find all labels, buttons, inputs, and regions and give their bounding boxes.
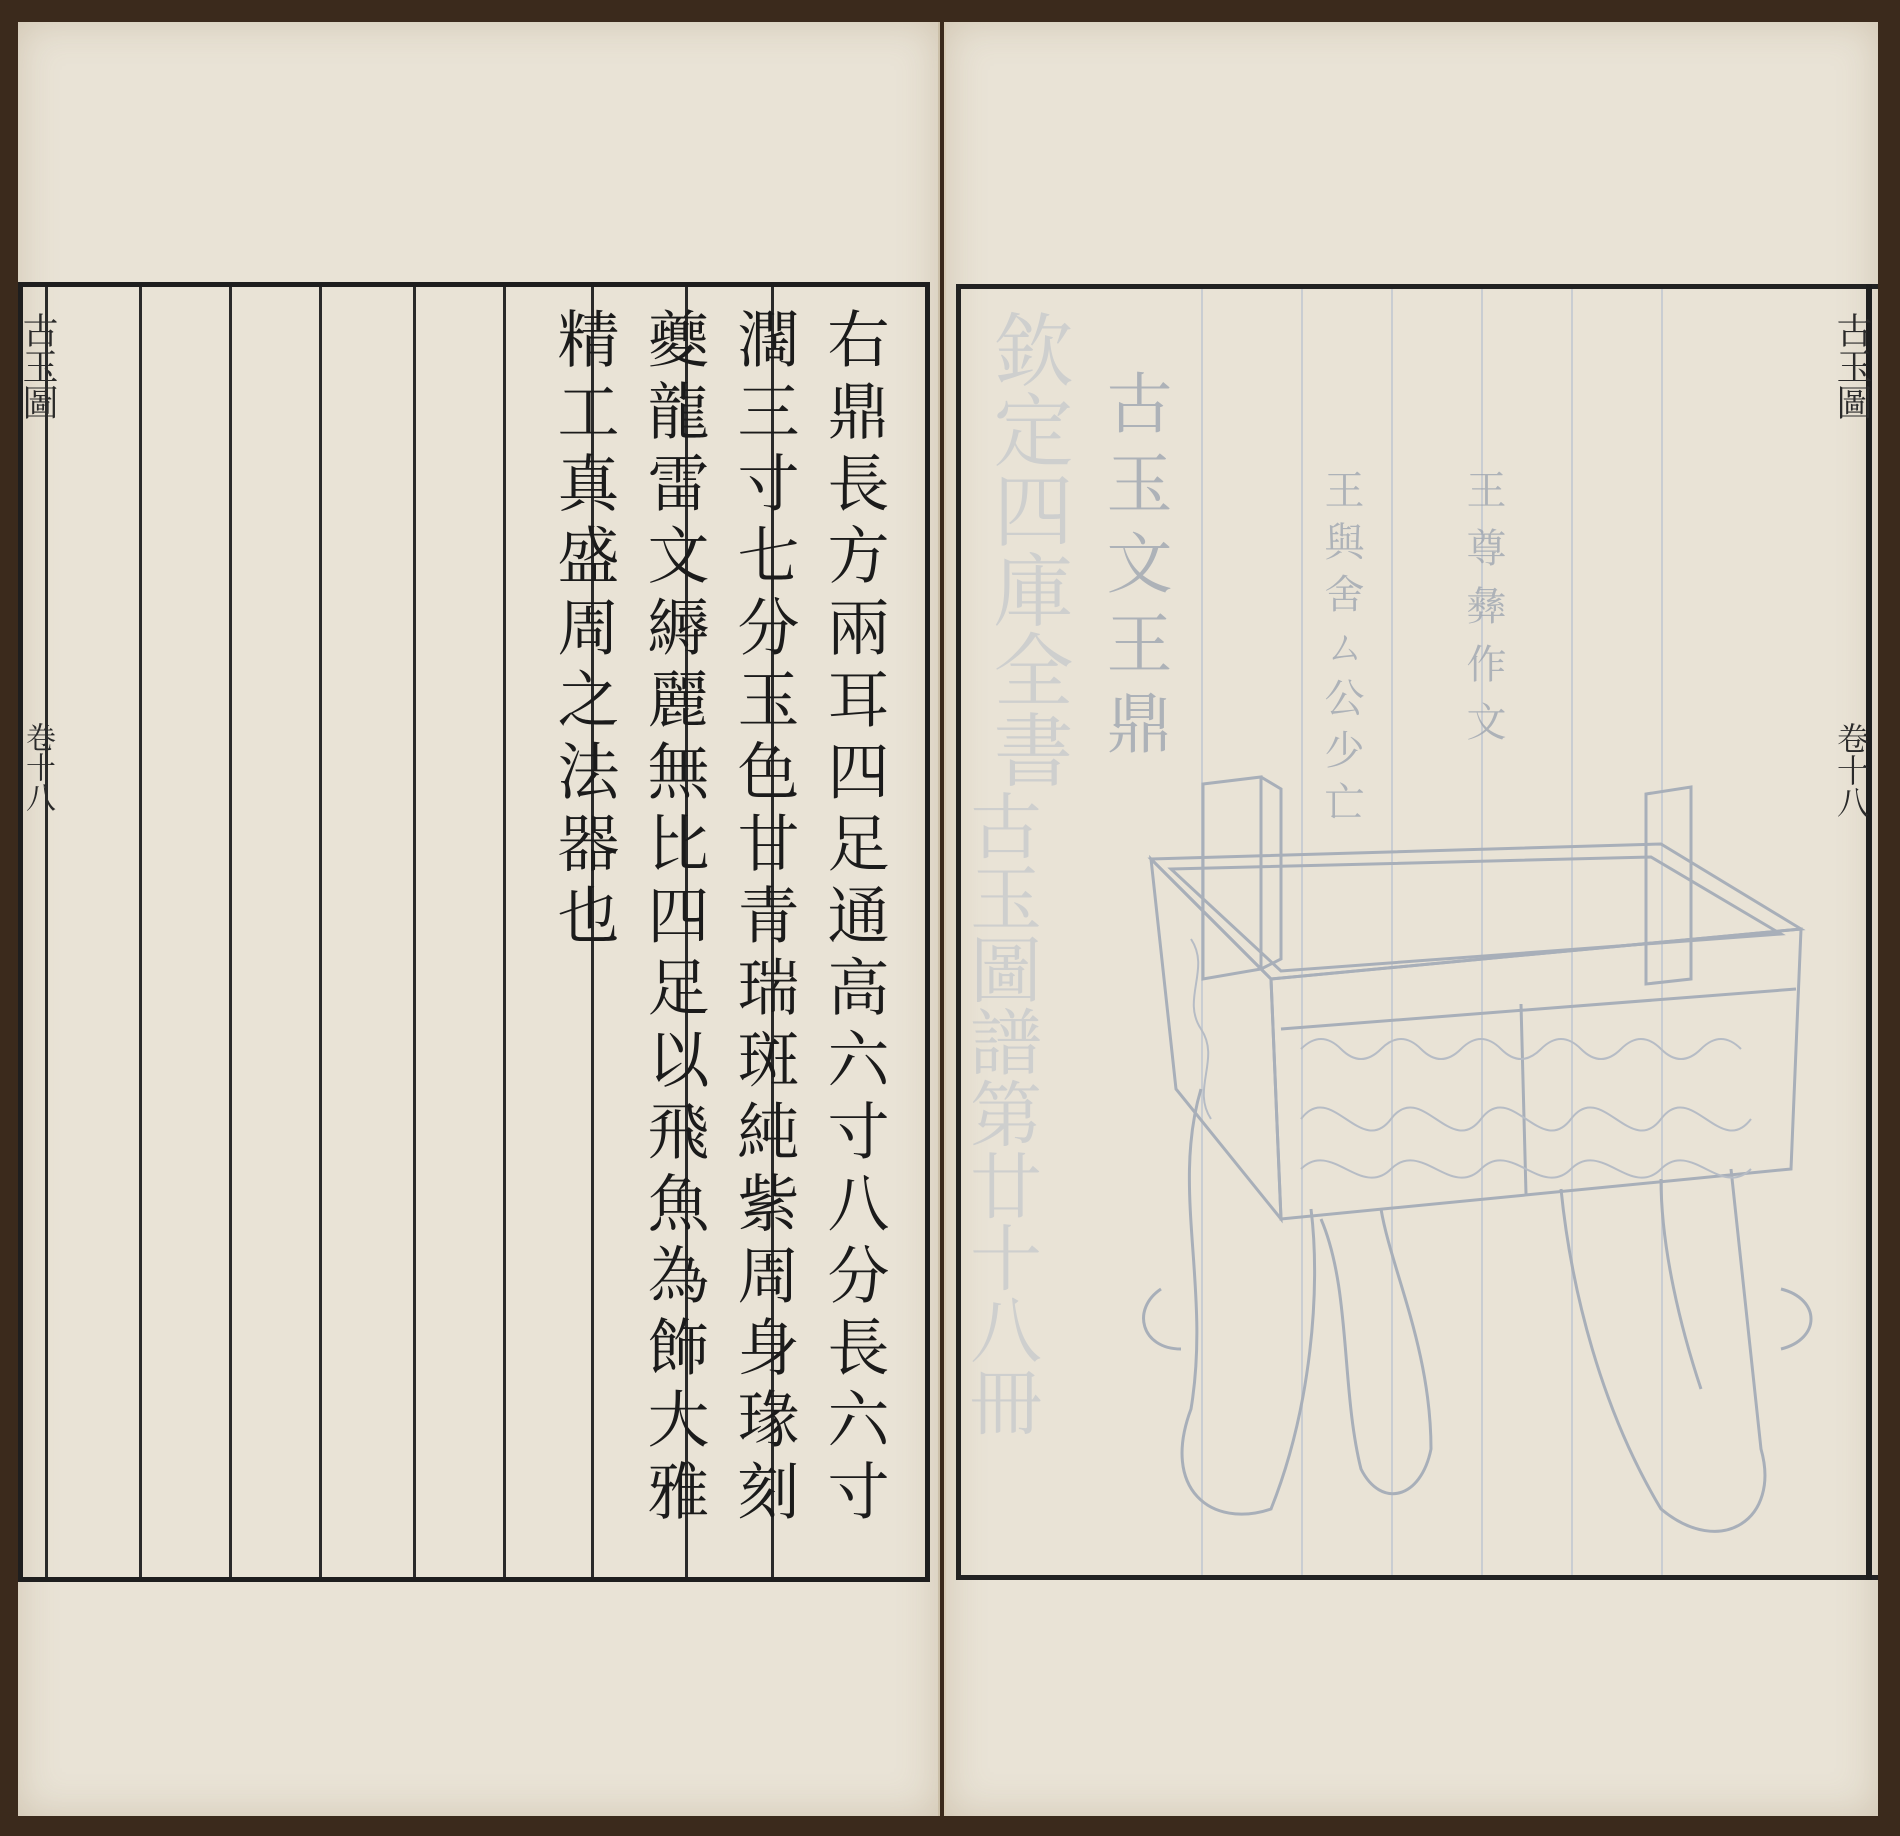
column-rule <box>139 287 142 1577</box>
inscription-column: 王與舍ㄙ公少亡 <box>1318 469 1364 833</box>
text-column-3: 夔龍雷文縟麗無比四足以飛魚為飾大雅 <box>637 307 710 1531</box>
text-column-4: 精工真盛周之法器也 <box>547 307 620 955</box>
inscription-column: 王尊彝作文 <box>1460 469 1506 759</box>
margin-title: 古玉圖 <box>1831 312 1872 420</box>
show-through-text: 古玉圖譜第廿十八冊 <box>958 789 1042 1437</box>
illustration-frame <box>956 284 1878 1580</box>
left-page <box>18 22 940 1816</box>
margin-volume: 卷十八 <box>1832 722 1870 818</box>
margin-rule <box>45 287 48 1577</box>
margin-title: 古玉圖 <box>17 312 58 420</box>
ding-vessel-drawing <box>961 289 1883 1585</box>
show-through-text: 欽定四庫全書 <box>980 309 1073 789</box>
column-rule <box>413 287 416 1577</box>
column-rule <box>229 287 232 1577</box>
column-rule <box>503 287 506 1577</box>
right-page <box>944 22 1878 1816</box>
margin-volume: 卷十八 <box>20 722 55 812</box>
text-column-2: 濶三寸七分玉色甘青瑞斑純紫周身瑑刻 <box>727 307 800 1531</box>
outer-edge-rule <box>1866 284 1872 1580</box>
vessel-label: 古玉文王鼎 <box>1095 369 1172 769</box>
text-frame <box>18 282 930 1582</box>
text-column-1: 右鼎長方兩耳四足通高六寸八分長六寸 <box>817 307 890 1531</box>
column-rule <box>319 287 322 1577</box>
